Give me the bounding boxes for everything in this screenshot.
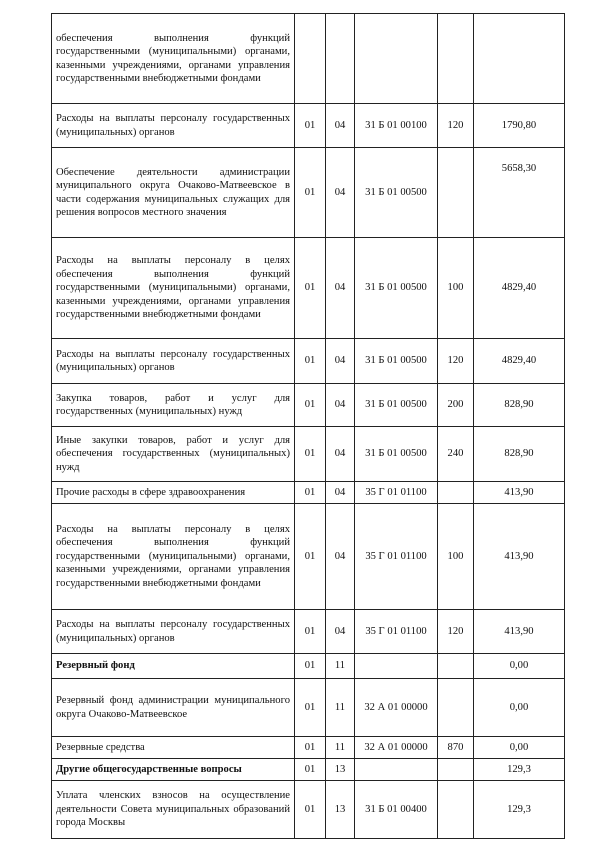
row-name: Расходы на выплаты персоналу государственных (муниципальных) органов (52, 610, 295, 654)
row-amount: 0,00 (474, 679, 565, 737)
row-subsection: 11 (326, 679, 355, 737)
row-section: 01 (295, 384, 326, 427)
row-subsection: 11 (326, 737, 355, 759)
row-section: 01 (295, 504, 326, 610)
row-target-article: 32 А 01 00000 (355, 737, 438, 759)
row-subsection: 04 (326, 504, 355, 610)
table-row (52, 482, 565, 504)
row-section: 01 (295, 679, 326, 737)
row-expense-type: 100 (438, 238, 474, 339)
budget-table (51, 13, 565, 839)
row-expense-type: 200 (438, 384, 474, 427)
table-row (52, 238, 565, 339)
row-name: Прочие расходы в сфере здравоохранения (52, 482, 295, 504)
row-target-article (355, 654, 438, 679)
row-expense-type (438, 781, 474, 839)
row-target-article: 31 Б 01 00500 (355, 427, 438, 482)
row-subsection: 13 (326, 759, 355, 781)
row-name: Закупка товаров, работ и услуг для государственных (муниципальных) нужд (52, 384, 295, 427)
row-subsection: 04 (326, 427, 355, 482)
table-row (52, 14, 565, 104)
row-expense-type (438, 759, 474, 781)
row-amount: 129,3 (474, 759, 565, 781)
row-subsection: 11 (326, 654, 355, 679)
row-section: 01 (295, 427, 326, 482)
row-amount: 413,90 (474, 610, 565, 654)
row-amount: 828,90 (474, 384, 565, 427)
row-target-article: 31 Б 01 00400 (355, 781, 438, 839)
row-amount: 5658,30 (474, 148, 565, 238)
row-target-article: 31 Б 01 00500 (355, 148, 438, 238)
row-section: 01 (295, 610, 326, 654)
row-amount: 413,90 (474, 504, 565, 610)
row-section: 01 (295, 104, 326, 148)
row-amount: 0,00 (474, 737, 565, 759)
table-row (52, 384, 565, 427)
row-section: 01 (295, 148, 326, 238)
row-section: 01 (295, 339, 326, 384)
row-target-article: 35 Г 01 01100 (355, 482, 438, 504)
row-amount: 4829,40 (474, 339, 565, 384)
row-expense-type: 120 (438, 104, 474, 148)
row-amount: 4829,40 (474, 238, 565, 339)
row-expense-type (438, 148, 474, 238)
table-row (52, 339, 565, 384)
table-row (52, 504, 565, 610)
row-target-article: 31 Б 01 00500 (355, 384, 438, 427)
row-target-article: 31 Б 01 00500 (355, 238, 438, 339)
row-target-article (355, 14, 438, 104)
row-subsection (326, 14, 355, 104)
row-expense-type (438, 654, 474, 679)
row-amount: 129,3 (474, 781, 565, 839)
row-name: Расходы на выплаты персоналу государственных (муниципальных) органов (52, 339, 295, 384)
row-target-article: 32 А 01 00000 (355, 679, 438, 737)
row-amount: 828,90 (474, 427, 565, 482)
row-section: 01 (295, 737, 326, 759)
row-amount (474, 14, 565, 104)
row-name: Резервный фонд администрации муниципального округа Очаково-Матвеевское (52, 679, 295, 737)
row-expense-type: 870 (438, 737, 474, 759)
row-name: Расходы на выплаты персоналу в целях обеспечения выполнения функций государственными (муниципальными) органами, казенными учреждениями, органами управления государственными внебюджетными фондами (52, 504, 295, 610)
row-expense-type (438, 679, 474, 737)
table-row (52, 759, 565, 781)
row-subsection: 04 (326, 238, 355, 339)
row-subsection: 04 (326, 339, 355, 384)
row-name: обеспечения выполнения функций государственными (муниципальными) органами, казенными учреждениями, органами управления государственными внебюджетными фондами (52, 14, 295, 104)
row-expense-type: 240 (438, 427, 474, 482)
table-row (52, 427, 565, 482)
row-expense-type (438, 14, 474, 104)
row-target-article: 31 Б 01 00100 (355, 104, 438, 148)
row-subsection: 04 (326, 104, 355, 148)
table-row (52, 737, 565, 759)
row-name: Расходы на выплаты персоналу в целях обеспечения выполнения функций государственными (муниципальными) органами, казенными учреждениями, органами управления государственными внебюджетными фондами (52, 238, 295, 339)
row-section (295, 14, 326, 104)
row-section: 01 (295, 759, 326, 781)
row-subsection: 13 (326, 781, 355, 839)
table-row (52, 654, 565, 679)
row-subsection: 04 (326, 148, 355, 238)
row-expense-type: 100 (438, 504, 474, 610)
table-row (52, 610, 565, 654)
row-section: 01 (295, 781, 326, 839)
row-expense-type: 120 (438, 339, 474, 384)
row-target-article (355, 759, 438, 781)
row-expense-type (438, 482, 474, 504)
row-target-article: 35 Г 01 01100 (355, 504, 438, 610)
table-row (52, 679, 565, 737)
row-name: Резервные средства (52, 737, 295, 759)
row-section: 01 (295, 238, 326, 339)
table-row (52, 148, 565, 238)
row-name: Обеспечение деятельности администрации муниципального округа Очаково-Матвеевское в части содержания муниципальных служащих для решения вопросов местного значения (52, 148, 295, 238)
row-amount: 413,90 (474, 482, 565, 504)
row-subsection: 04 (326, 482, 355, 504)
table-row (52, 104, 565, 148)
row-target-article: 35 Г 01 01100 (355, 610, 438, 654)
row-name: Резервный фонд (52, 654, 295, 679)
row-name: Другие общегосударственные вопросы (52, 759, 295, 781)
row-subsection: 04 (326, 610, 355, 654)
table-row (52, 781, 565, 839)
row-name: Иные закупки товаров, работ и услуг для обеспечения государственных (муниципальных) нужд (52, 427, 295, 482)
row-amount: 0,00 (474, 654, 565, 679)
row-section: 01 (295, 482, 326, 504)
row-name: Расходы на выплаты персоналу государственных (муниципальных) органов (52, 104, 295, 148)
row-expense-type: 120 (438, 610, 474, 654)
row-subsection: 04 (326, 384, 355, 427)
row-name: Уплата членских взносов на осуществление деятельности Совета муниципальных образований города Москвы (52, 781, 295, 839)
row-target-article: 31 Б 01 00500 (355, 339, 438, 384)
row-amount: 1790,80 (474, 104, 565, 148)
row-section: 01 (295, 654, 326, 679)
